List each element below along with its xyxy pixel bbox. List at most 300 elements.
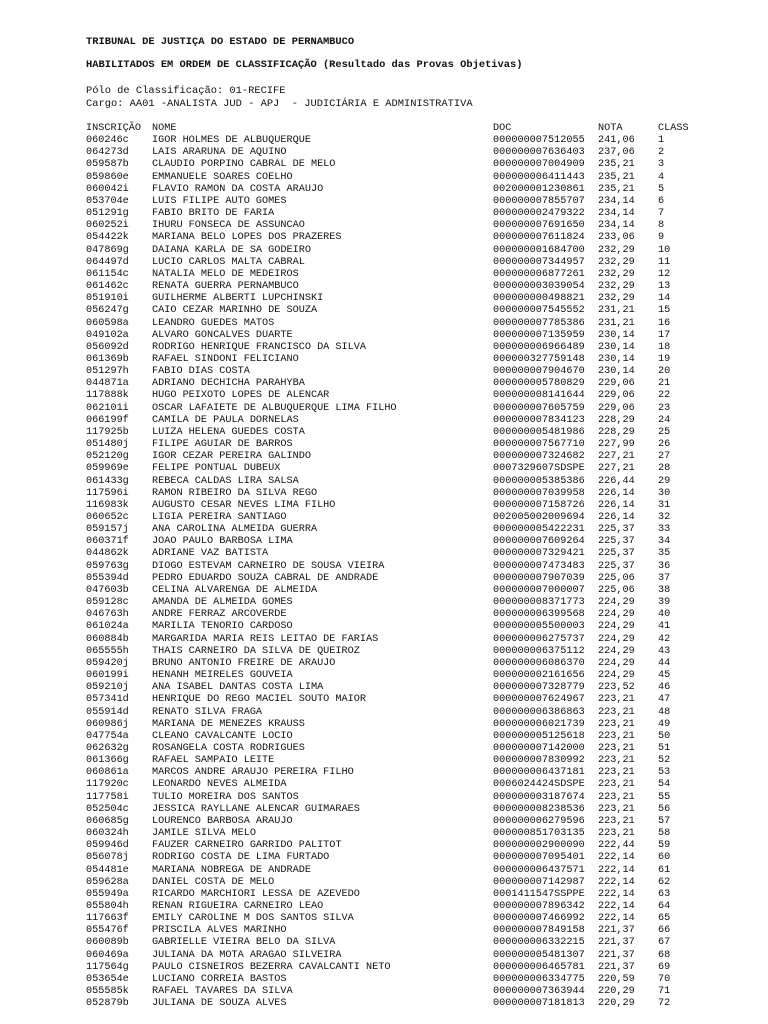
table-row (0, 536, 768, 548)
cell-class: 7 (658, 208, 665, 220)
cell-inscricao: 059763g (86, 560, 129, 572)
cell-nome: LUCIANO CORREIA BASTOS (152, 973, 287, 985)
cell-inscricao: 066199f (86, 414, 129, 426)
cell-nota: 233,06 (598, 232, 635, 244)
table-row (0, 135, 768, 147)
cell-inscricao: 055476f (86, 925, 129, 937)
cell-nome: FABIO BRITO DE FARIA (152, 208, 275, 220)
cell-nome: THAIS CARNEIRO DA SILVA DE QUEIROZ (152, 645, 360, 657)
table-row (0, 828, 768, 840)
cell-inscricao: 053704e (86, 195, 129, 207)
table-row (0, 451, 768, 463)
cell-doc: 000000000498821 (493, 293, 585, 305)
table-row (0, 840, 768, 852)
cell-inscricao: 049102a (86, 329, 129, 341)
cell-inscricao: 052504c (86, 803, 129, 815)
cell-class: 21 (658, 378, 671, 390)
cell-nome: MARCOS ANDRE ARAUJO PEREIRA FILHO (152, 767, 354, 779)
column-header-nome: NOME (152, 123, 177, 134)
cell-inscricao: 046763h (86, 609, 129, 621)
cell-nome: CELINA ALVARENGA DE ALMEIDA (152, 584, 318, 596)
table-row (0, 597, 768, 609)
cell-inscricao: 061024a (86, 621, 129, 633)
table-row (0, 439, 768, 451)
cell-inscricao: 055949a (86, 888, 129, 900)
cell-inscricao: 117663f (86, 913, 129, 925)
cell-doc: 002000001230861 (493, 183, 585, 195)
cell-inscricao: 059628a (86, 876, 129, 888)
cell-nota: 221,37 (598, 937, 635, 949)
cargo-line: Cargo: AA01 -ANALISTA JUD - APJ - JUDICIÁRIA E ADMINISTRATIVA (86, 98, 473, 110)
cell-doc: 000000006465781 (493, 961, 585, 973)
cell-inscricao: 062632g (86, 742, 129, 754)
cell-class: 34 (658, 536, 671, 548)
cell-inscricao: 056092d (86, 341, 129, 353)
cell-doc: 000000006086370 (493, 657, 585, 669)
cell-nota: 222,14 (598, 901, 635, 912)
cell-nome: EMMANUELE SOARES COELHO (152, 171, 293, 183)
cell-nome: HENRIQUE DO REGO MACIEL SOUTO MAIOR (152, 694, 366, 706)
cell-class: 42 (658, 633, 671, 645)
table-body (0, 135, 768, 1010)
cell-nota: 220,59 (598, 973, 635, 985)
cell-class: 25 (658, 426, 671, 438)
table-row (0, 184, 768, 196)
table-row (0, 257, 768, 269)
cell-inscricao: 117564g (86, 961, 129, 973)
cell-nota: 223,21 (598, 742, 635, 754)
cell-doc: 000000002900090 (493, 840, 585, 852)
table-row (0, 998, 768, 1010)
cell-nota: 225,06 (598, 584, 635, 596)
cell-nota: 232,29 (598, 293, 635, 305)
cell-class: 31 (658, 499, 671, 511)
cell-nome: CAIO CEZAR MARINHO DE SOUZA (152, 305, 318, 317)
cell-doc: 000000007624967 (493, 694, 585, 706)
cell-inscricao: 051297h (86, 366, 129, 378)
cell-doc: 000000007466992 (493, 913, 585, 925)
cell-inscricao: 117920c (86, 779, 129, 791)
table-row (0, 232, 768, 244)
cell-nota: 234,14 (598, 195, 635, 207)
cell-class: 48 (658, 706, 671, 718)
cell-inscricao: 060598a (86, 317, 129, 329)
cell-class: 1 (658, 135, 665, 147)
cell-nome: JESSICA RAYLLANE ALENCAR GUIMARAES (152, 803, 360, 815)
table-row (0, 804, 768, 816)
cell-inscricao: 060861a (86, 767, 129, 779)
table-row (0, 159, 768, 171)
cell-class: 35 (658, 548, 671, 560)
cell-doc: 000000007896342 (493, 901, 585, 912)
cell-inscricao: 044862k (86, 548, 129, 560)
table-row (0, 147, 768, 159)
table-row (0, 245, 768, 257)
cell-doc: 000000007691650 (493, 220, 585, 232)
cell-nota: 222,14 (598, 888, 635, 900)
table-row (0, 609, 768, 621)
cell-inscricao: 060986j (86, 718, 129, 730)
cell-nome: ADRIANO DECHICHA PARAHYBA (152, 378, 305, 390)
table-row (0, 512, 768, 524)
table-row (0, 974, 768, 986)
cell-nome: MARIANA DE MENEZES KRAUSS (152, 718, 305, 730)
table-row (0, 390, 768, 402)
table-row (0, 755, 768, 767)
cell-nota: 223,21 (598, 706, 635, 718)
table-row (0, 330, 768, 342)
cell-inscricao: 064273d (86, 147, 129, 159)
table-row (0, 634, 768, 646)
cell-nota: 231,21 (598, 305, 635, 317)
cell-class: 53 (658, 767, 671, 779)
table-row (0, 524, 768, 536)
cell-class: 18 (658, 341, 671, 353)
cell-class: 19 (658, 353, 671, 365)
cell-inscricao: 059969e (86, 463, 129, 475)
cell-nome: JULIANA DA MOTA ARAGAO SILVEIRA (152, 949, 342, 961)
cell-class: 60 (658, 852, 671, 864)
table-row (0, 658, 768, 670)
cell-nome: CLEANO CAVALCANTE LOCIO (152, 730, 293, 742)
cell-nota: 230,14 (598, 353, 635, 365)
table-row (0, 463, 768, 475)
cell-doc: 000000005385386 (493, 475, 585, 487)
cell-nome: JOAO PAULO BARBOSA LIMA (152, 536, 293, 548)
cell-doc: 000000005481307 (493, 949, 585, 961)
cell-doc: 000000851703135 (493, 828, 585, 840)
cell-doc: 000000001684700 (493, 244, 585, 256)
cell-class: 17 (658, 329, 671, 341)
cell-nota: 241,06 (598, 135, 635, 147)
cell-class: 68 (658, 949, 671, 961)
cell-nota: 225,37 (598, 548, 635, 560)
cell-nome: MARIANA BELO LOPES DOS PRAZERES (152, 232, 342, 244)
cell-nome: RENAN RIGUEIRA CARNEIRO LEAO (152, 901, 324, 912)
cell-nome: ANA ISABEL DANTAS COSTA LIMA (152, 682, 324, 694)
cell-class: 10 (658, 244, 671, 256)
cell-inscricao: 117596i (86, 487, 129, 499)
cell-doc: 000000007855707 (493, 195, 585, 207)
cell-doc: 000000007324682 (493, 451, 585, 463)
cell-doc: 000000007785386 (493, 317, 585, 329)
cell-inscricao: 062101i (86, 402, 129, 414)
cell-class: 13 (658, 281, 671, 293)
cell-nota: 220,29 (598, 986, 635, 998)
table-row (0, 670, 768, 682)
table-row (0, 682, 768, 694)
cell-class: 6 (658, 195, 665, 207)
cell-nome: LUIZA HELENA GUEDES COSTA (152, 426, 305, 438)
cell-class: 70 (658, 973, 671, 985)
cell-inscricao: 061433g (86, 475, 129, 487)
cell-inscricao: 059420j (86, 657, 129, 669)
cell-inscricao: 044871a (86, 378, 129, 390)
cell-inscricao: 051480j (86, 439, 129, 451)
cell-nota: 235,21 (598, 171, 635, 183)
cell-nota: 224,29 (598, 645, 635, 657)
cell-nota: 235,21 (598, 159, 635, 171)
table-row (0, 816, 768, 828)
table-row (0, 694, 768, 706)
table-row (0, 281, 768, 293)
table-row (0, 196, 768, 208)
cell-class: 62 (658, 876, 671, 888)
cell-inscricao: 060884b (86, 633, 129, 645)
cell-doc: 000000007181813 (493, 998, 585, 1010)
table-row (0, 318, 768, 330)
cell-nota: 230,14 (598, 329, 635, 341)
cell-nota: 223,21 (598, 767, 635, 779)
cell-nota: 232,29 (598, 281, 635, 293)
cell-inscricao: 060089b (86, 937, 129, 949)
cell-nota: 229,06 (598, 378, 635, 390)
cell-nota: 224,29 (598, 597, 635, 609)
cell-class: 55 (658, 791, 671, 803)
cell-inscricao: 057341d (86, 694, 129, 706)
cell-class: 12 (658, 268, 671, 280)
cell-class: 43 (658, 645, 671, 657)
cell-nota: 221,37 (598, 961, 635, 973)
cell-doc: 000000007158726 (493, 499, 585, 511)
cell-nota: 227,21 (598, 451, 635, 463)
cell-nota: 221,37 (598, 949, 635, 961)
cell-nome: PAULO CISNEIROS BEZERRA CAVALCANTI NETO (152, 961, 391, 973)
cell-nome: LEANDRO GUEDES MATOS (152, 317, 275, 329)
cell-class: 2 (658, 147, 665, 159)
cell-class: 30 (658, 487, 671, 499)
table-row (0, 877, 768, 889)
cell-class: 54 (658, 779, 671, 791)
cell-inscricao: 054481e (86, 864, 129, 876)
cell-nome: RAMON RIBEIRO DA SILVA REGO (152, 487, 318, 499)
cell-nome: FELIPE PONTUAL DUBEUX (152, 463, 281, 475)
cell-class: 16 (658, 317, 671, 329)
cell-inscricao: 117888k (86, 390, 129, 402)
cell-inscricao: 059860e (86, 171, 129, 183)
cell-doc: 000000007545552 (493, 305, 585, 317)
cell-nome: FABIO DIAS COSTA (152, 366, 250, 378)
cell-class: 50 (658, 730, 671, 742)
cell-nome: NATALIA MELO DE MEDEIROS (152, 268, 299, 280)
cell-doc: 000000007004909 (493, 159, 585, 171)
cell-nota: 223,21 (598, 755, 635, 767)
cell-doc: 000000006386863 (493, 706, 585, 718)
cell-class: 28 (658, 463, 671, 475)
column-header-class: CLASS (658, 123, 689, 134)
cell-nota: 228,29 (598, 414, 635, 426)
cell-nota: 223,21 (598, 718, 635, 730)
cell-class: 29 (658, 475, 671, 487)
cell-doc: 000000002479322 (493, 208, 585, 220)
cell-nota: 227,21 (598, 463, 635, 475)
table-row (0, 986, 768, 998)
cell-class: 32 (658, 512, 671, 523)
cell-nota: 232,29 (598, 268, 635, 280)
cell-inscricao: 059128c (86, 597, 129, 609)
cell-class: 5 (658, 183, 665, 195)
cell-inscricao: 056078j (86, 852, 129, 864)
cell-doc: 000000007039958 (493, 487, 585, 499)
column-header-inscricao: INSCRIÇÃO (86, 123, 142, 134)
cell-nota: 223,52 (598, 682, 635, 694)
cell-inscricao: 059587b (86, 159, 129, 171)
cell-nome: RICARDO MARCHIORI LESSA DE AZEVEDO (152, 888, 360, 900)
cell-nota: 226,44 (598, 475, 635, 487)
cell-doc: 000000007830992 (493, 755, 585, 767)
table-row (0, 852, 768, 864)
cell-inscricao: 061154c (86, 268, 129, 280)
cell-doc: 000000007000007 (493, 584, 585, 596)
table-row (0, 865, 768, 877)
cell-nota: 228,29 (598, 426, 635, 438)
table-row (0, 573, 768, 585)
cell-inscricao: 059157j (86, 524, 129, 536)
table-row (0, 366, 768, 378)
cell-doc: 0006024424SDSPE (493, 779, 585, 791)
cell-doc: 000000007567710 (493, 439, 585, 451)
cell-inscricao: 056247g (86, 305, 129, 317)
cell-doc: 000000007095401 (493, 852, 585, 864)
cell-nome: CLAUDIO PORPINO CABRAL DE MELO (152, 159, 336, 171)
cell-class: 9 (658, 232, 665, 244)
cell-nome: MARILIA TENORIO CARDOSO (152, 621, 293, 633)
cell-nome: RODRIGO HENRIQUE FRANCISCO DA SILVA (152, 341, 366, 353)
cell-nome: JAMILE SILVA MELO (152, 828, 256, 840)
cell-inscricao: 116983k (86, 499, 129, 511)
table-row (0, 378, 768, 390)
cell-class: 37 (658, 572, 671, 584)
cell-doc: 000000008141644 (493, 390, 585, 402)
table-row (0, 172, 768, 184)
cell-nota: 223,21 (598, 803, 635, 815)
cell-class: 72 (658, 998, 671, 1010)
cell-nome: FLAVIO RAMON DA COSTA ARAUJO (152, 183, 324, 195)
cell-doc: 000000006021739 (493, 718, 585, 730)
cell-nota: 224,29 (598, 621, 635, 633)
cell-nome: RENATO SILVA FRAGA (152, 706, 263, 718)
cell-nota: 230,14 (598, 341, 635, 353)
cell-doc: 000000007135959 (493, 329, 585, 341)
table-row (0, 962, 768, 974)
cell-inscricao: 060685g (86, 815, 129, 827)
cell-doc: 000000006399568 (493, 609, 585, 621)
cell-nota: 234,14 (598, 220, 635, 232)
cell-doc: 000000006375112 (493, 645, 585, 657)
cell-doc: 000000007473483 (493, 560, 585, 572)
cell-nota: 223,21 (598, 730, 635, 742)
cell-class: 51 (658, 742, 671, 754)
cell-class: 65 (658, 913, 671, 925)
cell-class: 58 (658, 828, 671, 840)
table-row (0, 354, 768, 366)
cell-class: 47 (658, 694, 671, 706)
cell-nome: REBECA CALDAS LIRA SALSA (152, 475, 299, 487)
cell-doc: 000000006966489 (493, 341, 585, 353)
cell-inscricao: 051291g (86, 208, 129, 220)
table-row (0, 889, 768, 901)
cell-inscricao: 053654e (86, 973, 129, 985)
cell-doc: 000000008371773 (493, 597, 585, 609)
cell-nome: LUCIO CARLOS MALTA CABRAL (152, 256, 305, 268)
cell-nome: DIOGO ESTEVAM CARNEIRO DE SOUSA VIEIRA (152, 560, 385, 572)
cell-class: 40 (658, 609, 671, 621)
table-row (0, 646, 768, 658)
cell-nota: 223,21 (598, 791, 635, 803)
table-row (0, 269, 768, 281)
court-title: TRIBUNAL DE JUSTIÇA DO ESTADO DE PERNAMBUCO (86, 36, 355, 48)
cell-nome: LAIS ARARUNA DE AQUINO (152, 147, 287, 159)
table-row (0, 719, 768, 731)
cell-inscricao: 054422k (86, 232, 129, 244)
table-row (0, 621, 768, 633)
cell-nome: RAFAEL SINDONI FELICIANO (152, 353, 299, 365)
cell-nome: LEONARDO NEVES ALMEIDA (152, 779, 287, 791)
cell-doc: 000000006279596 (493, 815, 585, 827)
cell-inscricao: 055804h (86, 901, 129, 912)
cell-nome: BRUNO ANTONIO FREIRE DE ARAUJO (152, 657, 336, 669)
cell-class: 63 (658, 888, 671, 900)
cell-nome: GABRIELLE VIEIRA BELO DA SILVA (152, 937, 336, 949)
cell-nome: IGOR CEZAR PEREIRA GALINDO (152, 451, 311, 463)
cell-nota: 230,14 (598, 366, 635, 378)
cell-doc: 000000007907039 (493, 572, 585, 584)
cell-nome: RAFAEL TAVARES DA SILVA (152, 986, 293, 998)
cell-class: 64 (658, 901, 671, 912)
cell-doc: 000000006275737 (493, 633, 585, 645)
cell-nota: 224,29 (598, 609, 635, 621)
cell-inscricao: 060652c (86, 512, 129, 523)
table-row (0, 293, 768, 305)
cell-class: 71 (658, 986, 671, 998)
cell-nome: HENANH MEIRELES GOUVEIA (152, 670, 293, 682)
polo-classificacao: Pólo de Classificação: 01-RECIFE (86, 85, 286, 97)
cell-nota: 232,29 (598, 256, 635, 268)
cell-inscricao: 060469a (86, 949, 129, 961)
cell-inscricao: 052879b (86, 998, 129, 1010)
cell-doc: 000000006334775 (493, 973, 585, 985)
cell-nome: LUIS FILIPE AUTO GOMES (152, 195, 287, 207)
cell-nome: IHURU FONSECA DE ASSUNCAO (152, 220, 305, 232)
cell-inscricao: 060252i (86, 220, 129, 232)
cell-doc: 000000007609264 (493, 536, 585, 548)
cell-nome: MARIANA NOBREGA DE ANDRADE (152, 864, 311, 876)
cell-doc: 000000003187674 (493, 791, 585, 803)
cell-nome: ALVARO GONCALVES DUARTE (152, 329, 293, 341)
cell-class: 24 (658, 414, 671, 426)
cell-inscricao: 061369b (86, 353, 129, 365)
cell-doc: 000000007605759 (493, 402, 585, 414)
cell-nota: 223,21 (598, 694, 635, 706)
cell-nome: HUGO PEIXOTO LOPES DE ALENCAR (152, 390, 330, 402)
table-row (0, 208, 768, 220)
cell-nota: 225,37 (598, 536, 635, 548)
cell-doc: 000000005481986 (493, 426, 585, 438)
cell-nota: 225,37 (598, 560, 635, 572)
cell-inscricao: 047603b (86, 584, 129, 596)
table-row (0, 707, 768, 719)
cell-inscricao: 059210j (86, 682, 129, 694)
cell-nome: AUGUSTO CESAR NEVES LIMA FILHO (152, 499, 336, 511)
cell-nota: 224,29 (598, 670, 635, 682)
cell-nome: LOURENCO BARBOSA ARAUJO (152, 815, 293, 827)
cell-class: 23 (658, 402, 671, 414)
cell-doc: 000000007363944 (493, 986, 585, 998)
cell-class: 67 (658, 937, 671, 949)
cell-inscricao: 059946d (86, 840, 129, 852)
cell-doc: 000000007636403 (493, 147, 585, 159)
cell-doc: 000000007329421 (493, 548, 585, 560)
